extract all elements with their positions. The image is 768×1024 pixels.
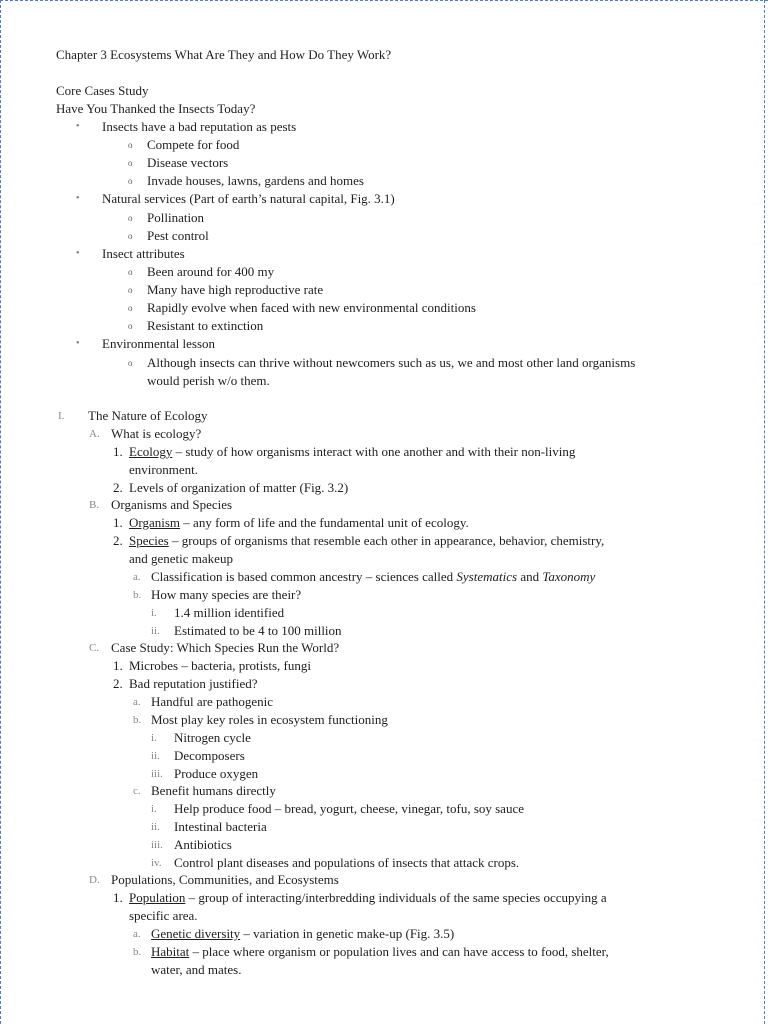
bullet-marker: • — [76, 193, 80, 204]
outline-item: Bad reputation justified? — [129, 676, 258, 691]
list-item: Invade houses, lawns, gardens and homes — [147, 173, 364, 188]
term: Population — [129, 890, 186, 905]
number-marker: 2. — [113, 676, 123, 691]
number-marker: 1. — [113, 444, 123, 459]
list-item: Disease vectors — [147, 155, 229, 170]
roman-marker: iv. — [151, 857, 162, 869]
text: Classification is based common ancestry – sciences called — [151, 569, 457, 584]
list-item-continuation: would perish w/o them. — [147, 373, 270, 388]
term: Ecology — [129, 444, 173, 459]
list-item: Natural services (Part of earth’s natural capital, Fig. 3.1) — [102, 191, 395, 206]
list-item: Many have high reproductive rate — [147, 282, 324, 297]
outline-item: Estimated to be 4 to 100 million — [174, 623, 342, 638]
text: and — [517, 569, 543, 584]
outline-item: Levels of organization of matter (Fig. 3.2) — [129, 480, 349, 495]
circle-marker: o — [128, 321, 133, 331]
roman-marker: i. — [151, 803, 157, 815]
definition: – groups of organisms that resemble each other in appearance, behavior, chemistry, — [168, 533, 605, 548]
letter-marker: B. — [89, 499, 100, 511]
term: Habitat — [151, 944, 190, 959]
list-item: Been around for 400 my — [147, 264, 275, 279]
outline-item: Decomposers — [174, 748, 245, 763]
outline-item: 1.4 million identified — [174, 605, 285, 620]
number-marker: 1. — [113, 515, 123, 530]
term: Taxonomy — [542, 569, 596, 584]
list-item: Insects have a bad reputation as pests — [102, 119, 297, 134]
bullet-marker: • — [76, 121, 80, 132]
definition: – variation in genetic make-up (Fig. 3.5) — [240, 926, 455, 941]
list-item: Rapidly evolve when faced with new environmental conditions — [147, 300, 476, 315]
circle-marker: o — [128, 158, 133, 168]
core-case-subheading: Have You Thanked the Insects Today? — [56, 101, 256, 116]
letter-marker: a. — [133, 696, 141, 708]
circle-marker: o — [128, 267, 133, 277]
outline-item — [151, 925, 454, 943]
outline-item: Control plant diseases and populations of insects that attack crops. — [174, 855, 520, 870]
letter-marker: D. — [89, 874, 100, 886]
list-item: Although insects can thrive without newcomers such as us, we and most other land organisms — [147, 355, 636, 370]
outline-item — [129, 532, 604, 550]
circle-marker: o — [128, 140, 133, 150]
bullet-marker: • — [76, 248, 80, 259]
number-marker: 1. — [113, 890, 123, 905]
roman-marker: ii. — [151, 750, 160, 762]
definition: – group of interacting/interbredding individuals of the same species occupying a — [185, 890, 607, 905]
document-title: Chapter 3 Ecosystems What Are They and How Do They Work? — [56, 47, 392, 62]
circle-marker: o — [128, 285, 133, 295]
term: Organism — [129, 515, 181, 530]
outline-item: Organisms and Species — [111, 497, 233, 512]
circle-marker: o — [128, 303, 133, 313]
list-item: Pollination — [147, 210, 205, 225]
number-marker: 2. — [113, 480, 123, 495]
circle-marker: o — [128, 213, 133, 223]
outline-item — [129, 889, 607, 907]
outline-item: Populations, Communities, and Ecosystems — [111, 872, 339, 887]
roman-marker: I. — [58, 410, 65, 422]
circle-marker: o — [128, 358, 133, 368]
definition: – study of how organisms interact with one another and with their non-living — [172, 444, 576, 459]
roman-marker: i. — [151, 607, 157, 619]
outline-item: Nitrogen cycle — [174, 730, 251, 745]
circle-marker: o — [128, 176, 133, 186]
outline-item: Help produce food – bread, yogurt, cheese, vinegar, tofu, soy sauce — [174, 801, 524, 816]
outline-item: What is ecology? — [111, 426, 202, 441]
number-marker: 1. — [113, 658, 123, 673]
outline-item: Case Study: Which Species Run the World? — [111, 640, 340, 655]
bullet-marker: • — [76, 338, 80, 349]
letter-marker: c. — [133, 785, 141, 797]
letter-marker: C. — [89, 642, 100, 654]
outline-item-continuation: water, and mates. — [151, 962, 242, 977]
list-item: Insect attributes — [102, 246, 185, 261]
letter-marker: a. — [133, 928, 141, 940]
term: Genetic diversity — [151, 926, 241, 941]
outline-item — [129, 514, 469, 532]
list-item: Resistant to extinction — [147, 318, 264, 333]
outline-item — [129, 443, 575, 461]
outline-item: How many species are their? — [151, 587, 302, 602]
letter-marker: a. — [133, 571, 141, 583]
outline-item: Most play key roles in ecosystem functioning — [151, 712, 388, 727]
roman-marker: ii. — [151, 625, 160, 637]
outline-item-continuation: environment. — [129, 462, 198, 477]
circle-marker: o — [128, 231, 133, 241]
roman-marker: ii. — [151, 821, 160, 833]
outline-item-continuation: and genetic makeup — [129, 551, 233, 566]
outline-item: Antibiotics — [174, 837, 232, 852]
outline-item: Handful are pathogenic — [151, 694, 274, 709]
outline-heading: The Nature of Ecology — [88, 408, 208, 423]
outline-item: Intestinal bacteria — [174, 819, 267, 834]
roman-marker: i. — [151, 732, 157, 744]
roman-marker: iii. — [151, 839, 163, 851]
outline-item: Produce oxygen — [174, 766, 259, 781]
definition: – any form of life and the fundamental unit of ecology. — [180, 515, 469, 530]
outline-item — [151, 568, 595, 586]
term: Systematics — [456, 569, 518, 584]
list-item: Compete for food — [147, 137, 240, 152]
letter-marker: A. — [89, 428, 100, 440]
list-item: Pest control — [147, 228, 209, 243]
number-marker: 2. — [113, 533, 123, 548]
outline-item-continuation: specific area. — [129, 908, 198, 923]
outline-item: Microbes – bacteria, protists, fungi — [129, 658, 311, 673]
letter-marker: b. — [133, 589, 142, 601]
definition: – place where organism or population lives and can have access to food, shelter, — [189, 944, 609, 959]
outline-item: Benefit humans directly — [151, 783, 276, 798]
outline-item — [151, 943, 609, 961]
letter-marker: b. — [133, 714, 142, 726]
roman-marker: iii. — [151, 768, 163, 780]
list-item: Environmental lesson — [102, 336, 216, 351]
term: Species — [129, 533, 169, 548]
core-case-heading: Core Cases Study — [56, 83, 149, 98]
letter-marker: b. — [133, 946, 142, 958]
